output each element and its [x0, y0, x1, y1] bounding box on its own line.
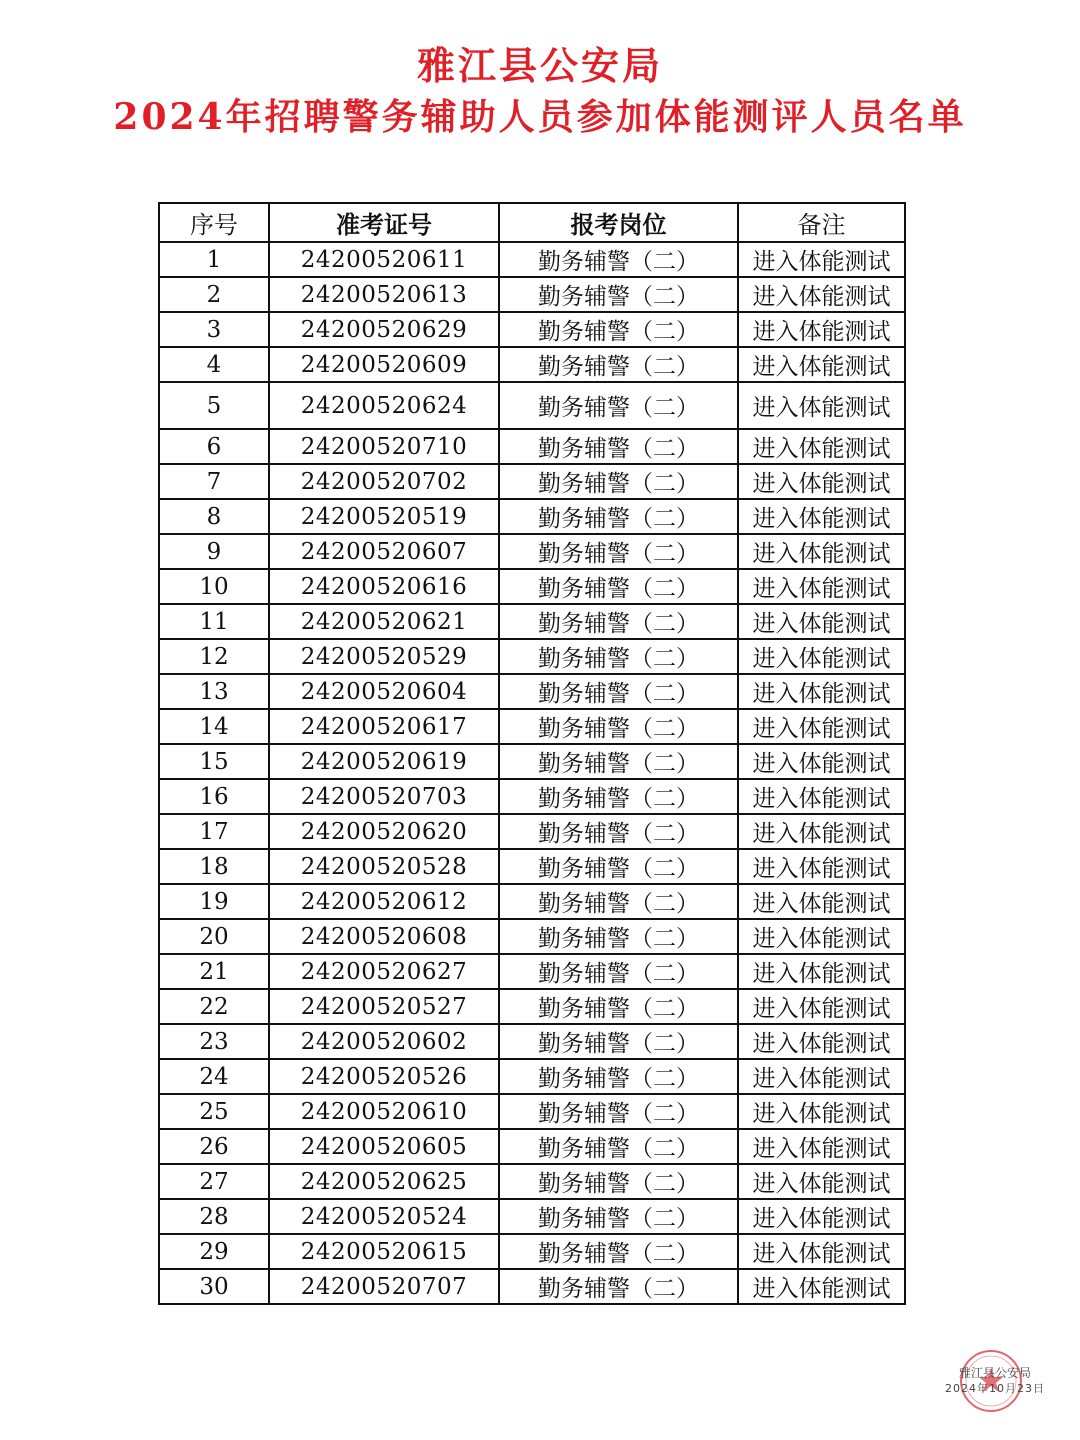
cell-remark: 进入体能测试	[738, 639, 905, 674]
col-header-remark: 备注	[738, 203, 905, 242]
cell-ticket-number: 24200520707	[269, 1269, 499, 1304]
cell-ticket-number: 24200520615	[269, 1234, 499, 1269]
table-row	[159, 429, 905, 464]
cell-position: 勤务辅警（二）	[499, 779, 738, 814]
cell-ticket-number: 24200520616	[269, 569, 499, 604]
cell-remark: 进入体能测试	[738, 954, 905, 989]
cell-remark: 进入体能测试	[738, 1234, 905, 1269]
cell-position: 勤务辅警（二）	[499, 709, 738, 744]
cell-ticket-number: 24200520612	[269, 884, 499, 919]
cell-ticket-number: 24200520524	[269, 1199, 499, 1234]
cell-index: 15	[159, 744, 269, 779]
table-row	[159, 569, 905, 604]
cell-remark: 进入体能测试	[738, 1129, 905, 1164]
cell-position: 勤务辅警（二）	[499, 919, 738, 954]
table-row	[159, 382, 905, 429]
cell-ticket-number: 24200520703	[269, 779, 499, 814]
cell-index: 30	[159, 1269, 269, 1304]
cell-position: 勤务辅警（二）	[499, 674, 738, 709]
cell-index: 18	[159, 849, 269, 884]
footer-date: 2024年10月23日	[945, 1382, 1045, 1395]
cell-ticket-number: 24200520609	[269, 347, 499, 382]
cell-index: 4	[159, 347, 269, 382]
col-header-ticket-number: 准考证号	[269, 203, 499, 242]
cell-ticket-number: 24200520619	[269, 744, 499, 779]
cell-position: 勤务辅警（二）	[499, 814, 738, 849]
document-title: 2024年招聘警务辅助人员参加体能测评人员名单	[113, 96, 967, 138]
table-row	[159, 277, 905, 312]
cell-position: 勤务辅警（二）	[499, 499, 738, 534]
cell-ticket-number: 24200520604	[269, 674, 499, 709]
table-row	[159, 534, 905, 569]
table-row	[159, 639, 905, 674]
footer-org: 雅江县公安局	[958, 1366, 1031, 1380]
cell-position: 勤务辅警（二）	[499, 989, 738, 1024]
cell-ticket-number: 24200520529	[269, 639, 499, 674]
cell-position: 勤务辅警（二）	[499, 604, 738, 639]
table-row	[159, 1234, 905, 1269]
cell-index: 14	[159, 709, 269, 744]
cell-index: 24	[159, 1059, 269, 1094]
org-title: 雅江县公安局	[416, 43, 663, 88]
cell-position: 勤务辅警（二）	[499, 639, 738, 674]
cell-remark: 进入体能测试	[738, 464, 905, 499]
table-row	[159, 347, 905, 382]
cell-remark: 进入体能测试	[738, 884, 905, 919]
table-row	[159, 989, 905, 1024]
cell-remark: 进入体能测试	[738, 242, 905, 277]
cell-index: 13	[159, 674, 269, 709]
cell-index: 3	[159, 312, 269, 347]
table-row	[159, 242, 905, 277]
cell-position: 勤务辅警（二）	[499, 312, 738, 347]
cell-position: 勤务辅警（二）	[499, 464, 738, 499]
table-row	[159, 1024, 905, 1059]
cell-position: 勤务辅警（二）	[499, 1129, 738, 1164]
table-row	[159, 1129, 905, 1164]
cell-index: 1	[159, 242, 269, 277]
table-row	[159, 1269, 905, 1304]
table-row	[159, 779, 905, 814]
cell-index: 5	[159, 382, 269, 429]
cell-index: 17	[159, 814, 269, 849]
cell-remark: 进入体能测试	[738, 604, 905, 639]
table-row	[159, 744, 905, 779]
cell-ticket-number: 24200520605	[269, 1129, 499, 1164]
cell-ticket-number: 24200520625	[269, 1164, 499, 1199]
cell-position: 勤务辅警（二）	[499, 1234, 738, 1269]
cell-index: 2	[159, 277, 269, 312]
col-header-index: 序号	[159, 203, 269, 242]
cell-remark: 进入体能测试	[738, 744, 905, 779]
cell-remark: 进入体能测试	[738, 709, 905, 744]
cell-position: 勤务辅警（二）	[499, 277, 738, 312]
cell-remark: 进入体能测试	[738, 534, 905, 569]
cell-remark: 进入体能测试	[738, 674, 905, 709]
cell-remark: 进入体能测试	[738, 382, 905, 429]
table-row	[159, 954, 905, 989]
cell-position: 勤务辅警（二）	[499, 347, 738, 382]
cell-ticket-number: 24200520602	[269, 1024, 499, 1059]
cell-index: 28	[159, 1199, 269, 1234]
table-row	[159, 499, 905, 534]
table-row	[159, 1199, 905, 1234]
cell-remark: 进入体能测试	[738, 1199, 905, 1234]
cell-ticket-number: 24200520526	[269, 1059, 499, 1094]
cell-index: 26	[159, 1129, 269, 1164]
cell-position: 勤务辅警（二）	[499, 382, 738, 429]
document-header	[0, 40, 1080, 142]
cell-ticket-number: 24200520710	[269, 429, 499, 464]
cell-index: 25	[159, 1094, 269, 1129]
cell-ticket-number: 24200520624	[269, 382, 499, 429]
cell-index: 7	[159, 464, 269, 499]
cell-position: 勤务辅警（二）	[499, 744, 738, 779]
cell-ticket-number: 24200520608	[269, 919, 499, 954]
cell-remark: 进入体能测试	[738, 312, 905, 347]
cell-index: 19	[159, 884, 269, 919]
cell-index: 10	[159, 569, 269, 604]
cell-ticket-number: 24200520702	[269, 464, 499, 499]
cell-position: 勤务辅警（二）	[499, 1164, 738, 1199]
cell-remark: 进入体能测试	[738, 814, 905, 849]
cell-index: 8	[159, 499, 269, 534]
cell-position: 勤务辅警（二）	[499, 1059, 738, 1094]
cell-remark: 进入体能测试	[738, 569, 905, 604]
cell-remark: 进入体能测试	[738, 919, 905, 954]
cell-ticket-number: 24200520519	[269, 499, 499, 534]
cell-ticket-number: 24200520611	[269, 242, 499, 277]
cell-index: 9	[159, 534, 269, 569]
footer-signature	[925, 1365, 1065, 1396]
table-row	[159, 312, 905, 347]
cell-position: 勤务辅警（二）	[499, 1094, 738, 1129]
cell-position: 勤务辅警（二）	[499, 534, 738, 569]
cell-remark: 进入体能测试	[738, 1059, 905, 1094]
cell-ticket-number: 24200520617	[269, 709, 499, 744]
cell-index: 22	[159, 989, 269, 1024]
cell-ticket-number: 24200520627	[269, 954, 499, 989]
table-row	[159, 709, 905, 744]
cell-position: 勤务辅警（二）	[499, 1199, 738, 1234]
cell-ticket-number: 24200520528	[269, 849, 499, 884]
cell-position: 勤务辅警（二）	[499, 1269, 738, 1304]
cell-remark: 进入体能测试	[738, 1164, 905, 1199]
table-row	[159, 919, 905, 954]
cell-ticket-number: 24200520620	[269, 814, 499, 849]
cell-ticket-number: 24200520527	[269, 989, 499, 1024]
cell-position: 勤务辅警（二）	[499, 1024, 738, 1059]
table-body	[159, 242, 905, 1304]
cell-position: 勤务辅警（二）	[499, 849, 738, 884]
table-row	[159, 814, 905, 849]
cell-index: 23	[159, 1024, 269, 1059]
cell-remark: 进入体能测试	[738, 347, 905, 382]
cell-remark: 进入体能测试	[738, 277, 905, 312]
cell-position: 勤务辅警（二）	[499, 884, 738, 919]
cell-remark: 进入体能测试	[738, 499, 905, 534]
table-header	[159, 203, 905, 242]
cell-ticket-number: 24200520629	[269, 312, 499, 347]
cell-remark: 进入体能测试	[738, 849, 905, 884]
cell-index: 16	[159, 779, 269, 814]
cell-position: 勤务辅警（二）	[499, 429, 738, 464]
cell-index: 6	[159, 429, 269, 464]
table-row	[159, 604, 905, 639]
cell-remark: 进入体能测试	[738, 1024, 905, 1059]
cell-remark: 进入体能测试	[738, 989, 905, 1024]
cell-index: 21	[159, 954, 269, 989]
cell-position: 勤务辅警（二）	[499, 954, 738, 989]
header-row	[159, 203, 905, 242]
cell-position: 勤务辅警（二）	[499, 242, 738, 277]
table-row	[159, 1059, 905, 1094]
table-row	[159, 674, 905, 709]
cell-position: 勤务辅警（二）	[499, 569, 738, 604]
cell-index: 11	[159, 604, 269, 639]
cell-index: 29	[159, 1234, 269, 1269]
cell-index: 12	[159, 639, 269, 674]
cell-remark: 进入体能测试	[738, 779, 905, 814]
table-row	[159, 884, 905, 919]
table-row	[159, 464, 905, 499]
cell-remark: 进入体能测试	[738, 1094, 905, 1129]
table-row	[159, 1164, 905, 1199]
cell-remark: 进入体能测试	[738, 429, 905, 464]
cell-ticket-number: 24200520607	[269, 534, 499, 569]
table-row	[159, 849, 905, 884]
cell-ticket-number: 24200520621	[269, 604, 499, 639]
cell-ticket-number: 24200520610	[269, 1094, 499, 1129]
cell-index: 20	[159, 919, 269, 954]
cell-remark: 进入体能测试	[738, 1269, 905, 1304]
table-row	[159, 1094, 905, 1129]
cell-index: 27	[159, 1164, 269, 1199]
col-header-position: 报考岗位	[499, 203, 738, 242]
candidate-table	[158, 202, 906, 1305]
cell-ticket-number: 24200520613	[269, 277, 499, 312]
